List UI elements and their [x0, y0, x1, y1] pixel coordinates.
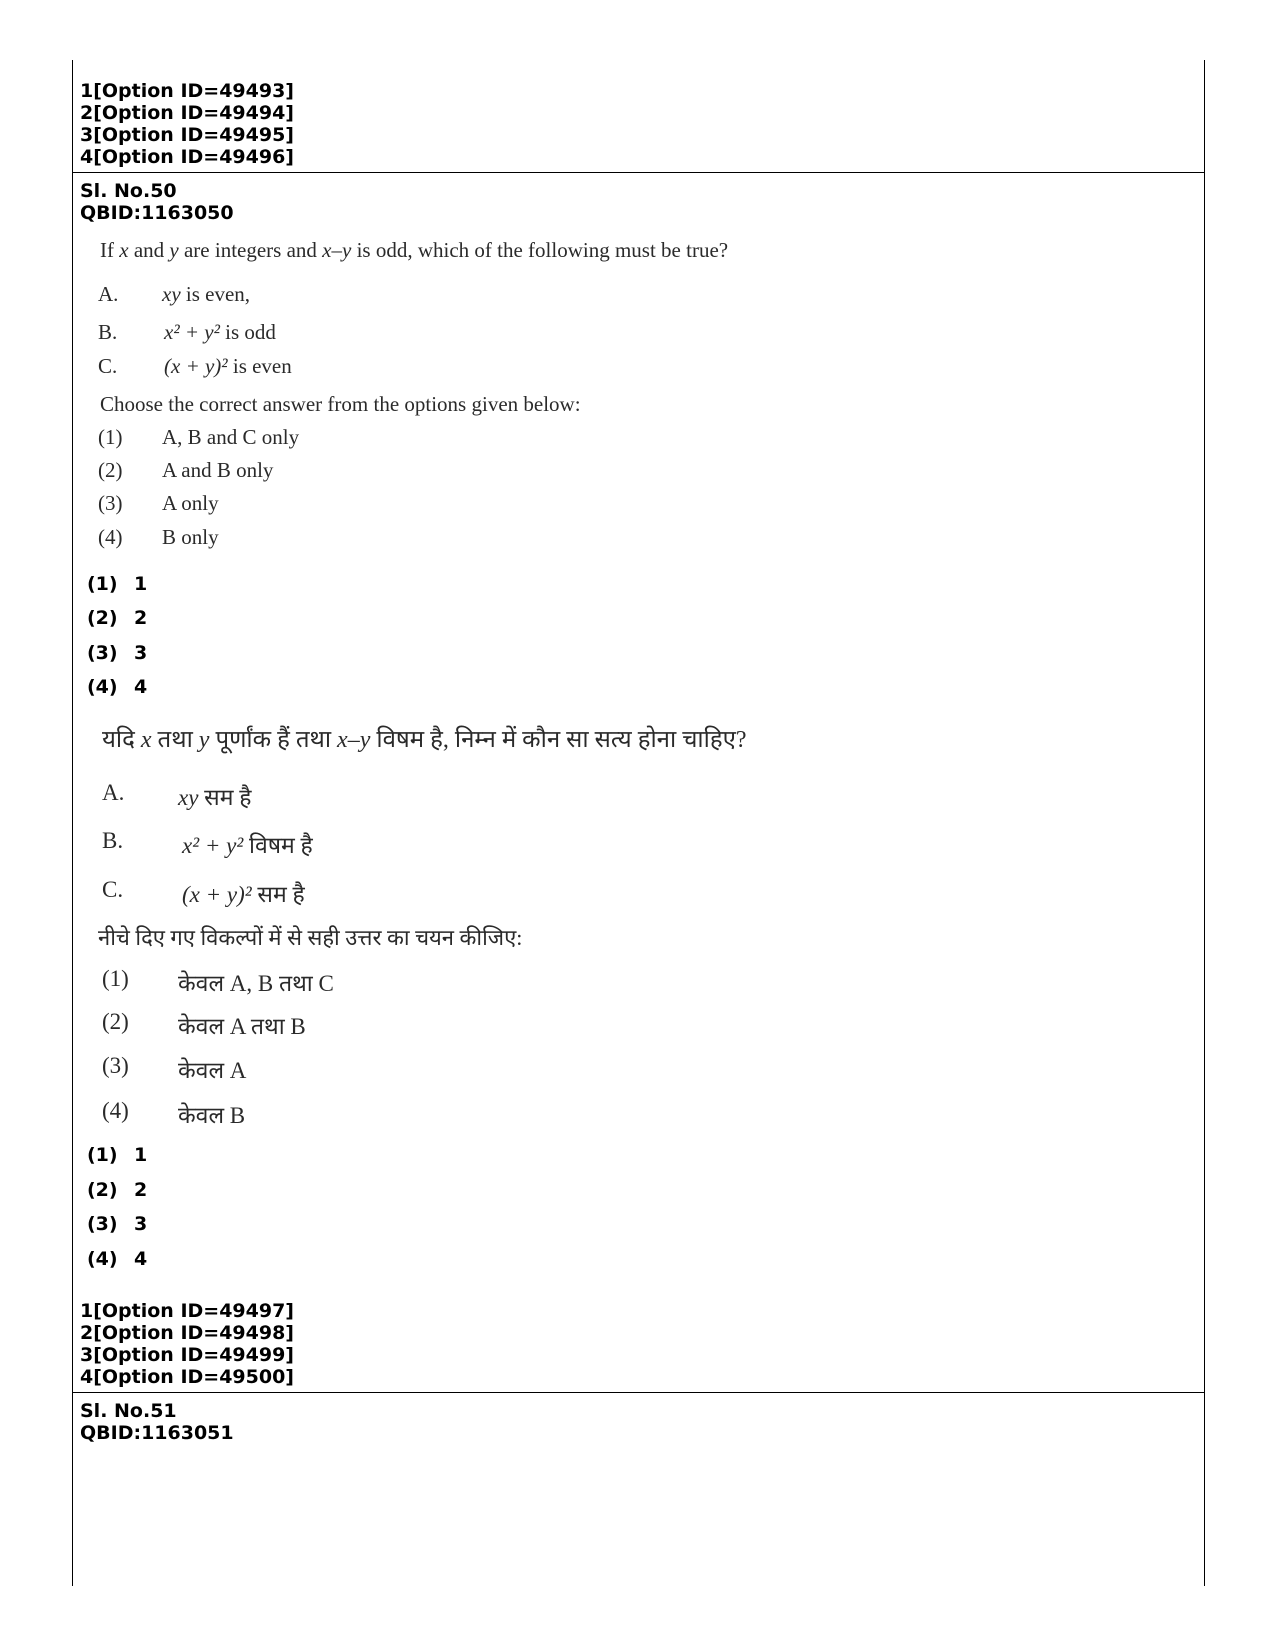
option-id-line: 2[Option ID=49498]	[80, 1322, 294, 1344]
option-id-line: 3[Option ID=49499]	[80, 1344, 294, 1366]
qbid: QBID:1163050	[80, 202, 234, 224]
serial-number: Sl. No.50	[80, 180, 177, 202]
next-question-header	[80, 1400, 234, 1444]
question-header	[80, 180, 234, 224]
page-border-right	[1204, 60, 1205, 1586]
option-id-line: 4[Option ID=49496]	[80, 146, 294, 168]
prev-option-ids	[80, 80, 294, 168]
option-id-line: 1[Option ID=49493]	[80, 80, 294, 102]
page-border-left	[72, 60, 73, 1586]
divider-top	[72, 172, 1205, 173]
question-stem-hindi: यदि x तथा y पूर्णांक हैं तथा x–y विषम है, निम्न में कौन सा सत्य होना चाहिए?	[102, 727, 747, 753]
choose-instruction: Choose the correct answer from the options given below:	[100, 392, 581, 416]
option-id-line: 2[Option ID=49494]	[80, 102, 294, 124]
qbid: QBID:1163051	[80, 1422, 234, 1444]
option-id-line: 4[Option ID=49500]	[80, 1366, 294, 1388]
option-ids	[80, 1300, 294, 1388]
option-id-line: 3[Option ID=49495]	[80, 124, 294, 146]
option-id-line: 1[Option ID=49497]	[80, 1300, 294, 1322]
question-stem: If x and y are integers and x–y is odd, which of the following must be true?	[100, 238, 729, 262]
serial-number: Sl. No.51	[80, 1400, 177, 1422]
choose-instruction-hindi: नीचे दिए गए विकल्पों में से सही उत्तर का चयन कीजिए:	[98, 925, 523, 950]
divider-bottom	[72, 1392, 1205, 1393]
